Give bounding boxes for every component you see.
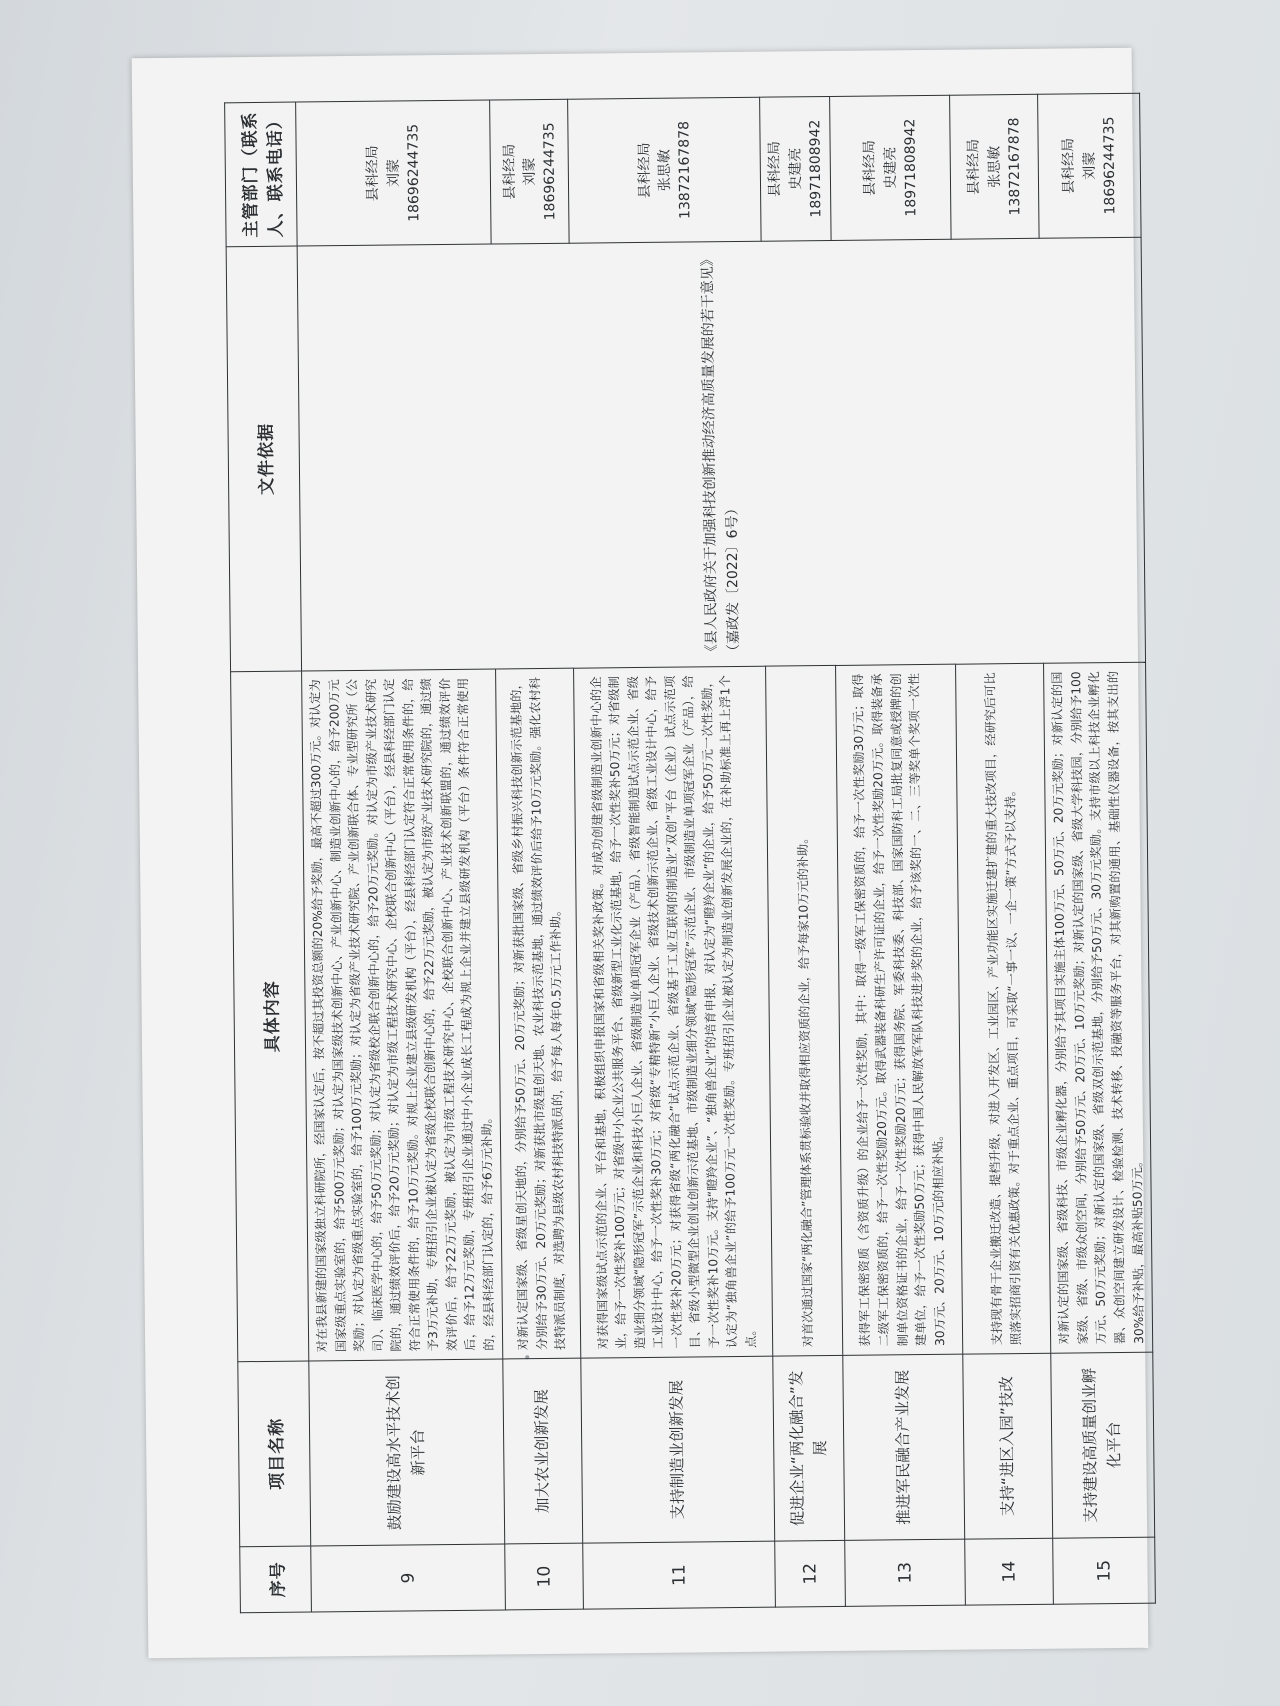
department-name: 县科经局: [501, 143, 518, 200]
contact-person: 史建亮: [882, 146, 899, 189]
row-number: 10: [505, 1543, 584, 1610]
contact-person: 张思敏: [986, 145, 1003, 188]
header-detail: 具体内容: [231, 671, 309, 1362]
contact-phone: 18696244735: [405, 123, 423, 222]
project-name: 支持建设高质量创业孵化平台: [1051, 1352, 1155, 1538]
header-dept: 主管部门（联系人、联系电话）: [225, 102, 298, 247]
department-name: 县科经局: [861, 139, 879, 197]
project-detail: 获得军工保密资质（含资质升级）的企业给予一次性奖励，其中：取得一级军工保密资质的，给予一次性奖励30万元；取得二级军工保密资质的，给予一次性奖励20万元。取得武器装备科研生产许可证的企业，给予一次性奖励20万元。取得装备承制单位资格证书的企业，给予一次性奖励20万元；获得国务院、军委科技委、科技部、国家国防科工局批复同意或授牌的创建单位，给予一次性奖励50万元；获得中国人民解放军军队科技进步奖的企业，给予该奖的一、二、三等奖单个奖项一次性30万元、20万元、10万元的相应补贴。: [836, 664, 963, 1355]
contact-phone: 18696244735: [1101, 116, 1119, 215]
department-contact: [950, 94, 1040, 239]
department-name: 县科经局: [767, 140, 784, 198]
project-detail: 支持现有骨干企业搬迁改造、提档升级，对进入开发区、工业园区、产业功能区实施迁建扩建的重大技改项目，经研究后可比照落实招商引资有关优惠政策。对于重点企业、重点项目，可采取“一事一议、一企一策”方式予以支持。: [956, 663, 1051, 1354]
row-number: 9: [311, 1544, 506, 1612]
project-name: 促进企业“两化融合”发展: [773, 1355, 845, 1541]
row-number: 13: [845, 1539, 966, 1606]
table-row: [296, 100, 506, 1612]
department-contact: [568, 97, 761, 243]
contact-phone: 13872167878: [676, 120, 694, 220]
project-detail: 对新认定国家级、省级星创天地的，分别给予50万元、20万元奖励；对新获批国家级、省级乡村振兴科技创新示范基地的，分别给予30万元、20万元奖励；对新获批市级星创天地、农业科技示范基地，通过绩效评价后给予10万元奖励。强化农村科技特派员制度，对选聘为县级农村科技特派员的，给予每人每年0.5万元工作补助。: [496, 668, 581, 1359]
department-contact: [490, 99, 570, 244]
contact-phone: 18696244735: [541, 122, 559, 221]
document-basis: 《县人民政府关于加强科技创新推动经济高质量发展的若干意见》（嘉政发〔2022〕6号）: [297, 237, 1145, 671]
header-name: 项目名称: [238, 1361, 311, 1547]
contact-phone: 18971808942: [807, 119, 825, 218]
department-name: 县科经局: [636, 142, 653, 199]
contact-phone: 13872167878: [1006, 117, 1024, 216]
header-no: 序号: [240, 1546, 312, 1613]
department-name: 县科经局: [1060, 137, 1078, 195]
contact-person: 刘蒙: [1081, 151, 1098, 180]
project-detail: 对首次通过国家“两化融合”管理体系贯标验收并取得相应资质的企业，给予每家10万元的补助。: [766, 665, 843, 1356]
contact-person: 史建亮: [787, 147, 804, 190]
row-number: 12: [775, 1540, 846, 1607]
project-detail: 对获得国家级试点示范的企业、平台和基地，积极组织申报国家和省级相关奖补政策。对成功创建省级制造业创新中心的企业，给予一次性奖补100万元；对省级中小企业公共服务平台、省级新型工业化示范基地，给予一次性奖补50万元；对省级制造业细分领域“隐形冠军”示范企业和科技小巨人企业、省级制造业单项冠军企业（产品）、省级智能制造试点示范企业、省级工业设计中心，给予一次性奖补30万元；对省级“专精特新”小巨人企业、省级技术创新示范企业、省级工业设计中心，给予一次性奖补20万元；对获得省级“两化融合”试点示范企业、省级基于工业互联网的制造业“双创”平台（企业）试点示范项目、省级小型微型企业创业创新示范基地、市级制造业细分领域“隐形冠军”示范企业、市级制造业单项冠军企业（产品），给予一次性奖补10万元。支持“瞪羚企业”、“独角兽企业”的培育申报，对认定为“瞪羚企业”的企业，给予50万元一次性奖励，认定为“独角兽企业”的给予100万元一次性奖励。专班招引企业被认定为制造业创新发展企业的，在补助标准上再上浮1个点。: [574, 666, 773, 1358]
project-name: 鼓励建设高水平技术创新平台: [309, 1359, 505, 1546]
contact-person: 刘蒙: [521, 157, 538, 186]
row-number: 15: [1053, 1537, 1155, 1604]
project-name: 推进军民融合产业发展: [843, 1354, 965, 1540]
project-detail: 对新认定的国家级、省级科技、市级企业孵化器，分别给予其项目实施主体100万元、50万元、20万元奖励；对新认定的国家级、省级、市级众创空间，分别给予50万元、20万元、10万元奖励；对新认定的国家级、省级大学科技园，分别给予100万元、50万元奖励；对新认定的国家级、省级双创示范基地，分别给予50万元、30万元奖励。支持市级以上科技企业孵化器、众创空间建立研发设计、检验检测、技术转移、投融资等服务平台，对其新购置的通用、基础性仪器设备，按其支出的30%给予补贴，最高补贴50万元。: [1044, 662, 1153, 1353]
department-name: 县科经局: [364, 145, 382, 202]
policy-table: [224, 93, 1156, 1614]
contact-phone: 18971808942: [902, 118, 920, 217]
department-contact: [296, 100, 492, 246]
department-contact: [1038, 93, 1141, 238]
document-page: [132, 48, 1149, 1658]
project-detail: 对在我县新建的国家级独立科研院所，经国家认定后，按不超过其投资总额的20%给予奖励，最高不超过300万元。对认定为国家级重点实验室的，给予500万元奖励；对认定为国家级技术创新中心、产业创新中心、制造业创新中心的，给予200万元奖励；对认定为省级重点实验室的，给予100万元奖励；对认定为省级产业技术研究院、产业创新联合体、专业型研究所（公司）、临床医学中心的，给予50万元奖励；对认定为省级校企联合创新中心的，给予20万元奖励。对认定为市级产业技术研究院的，通过绩效评价后，给予20万元奖励；对认定为市级工程技术研究中心、企校联合创新中心（平台），经县科经部门认定符合正常使用条件的，给予10万元奖励。对规上企业建立县级研发机构（平台），经县科经部门认定符合正常使用条件的，给予3万元补助，专班招引企业被认定为省级企校联合创新中心的，给予22万元奖励，被认定为市级产业技术研究院的，通过绩效评价后，给予22万元奖励，被认定为市级工程技术研究中心、企校联合创新中心、产业技术创新联盟的，通过绩效评价后，给予12万元奖励，专班招引企业通过中小企业成长工程成为规上企业并建立县级研发机构（平台）条件符合正常使用的，经县科经部门认定的，给予6万元补助。: [302, 669, 504, 1361]
project-name: 支持“进区入园”技改: [963, 1353, 1053, 1539]
row-number: 14: [965, 1538, 1054, 1605]
department-contact: [760, 96, 831, 241]
contact-person: 刘蒙: [385, 158, 402, 188]
project-name: 加大农业创新发展: [503, 1358, 583, 1544]
contact-person: 张思敏: [656, 149, 673, 192]
row-number: 11: [583, 1541, 776, 1609]
header-basis: 文件依据: [226, 246, 301, 672]
department-name: 县科经局: [965, 138, 983, 196]
project-name: 支持制造业创新发展: [581, 1356, 775, 1543]
department-contact: [830, 95, 952, 240]
